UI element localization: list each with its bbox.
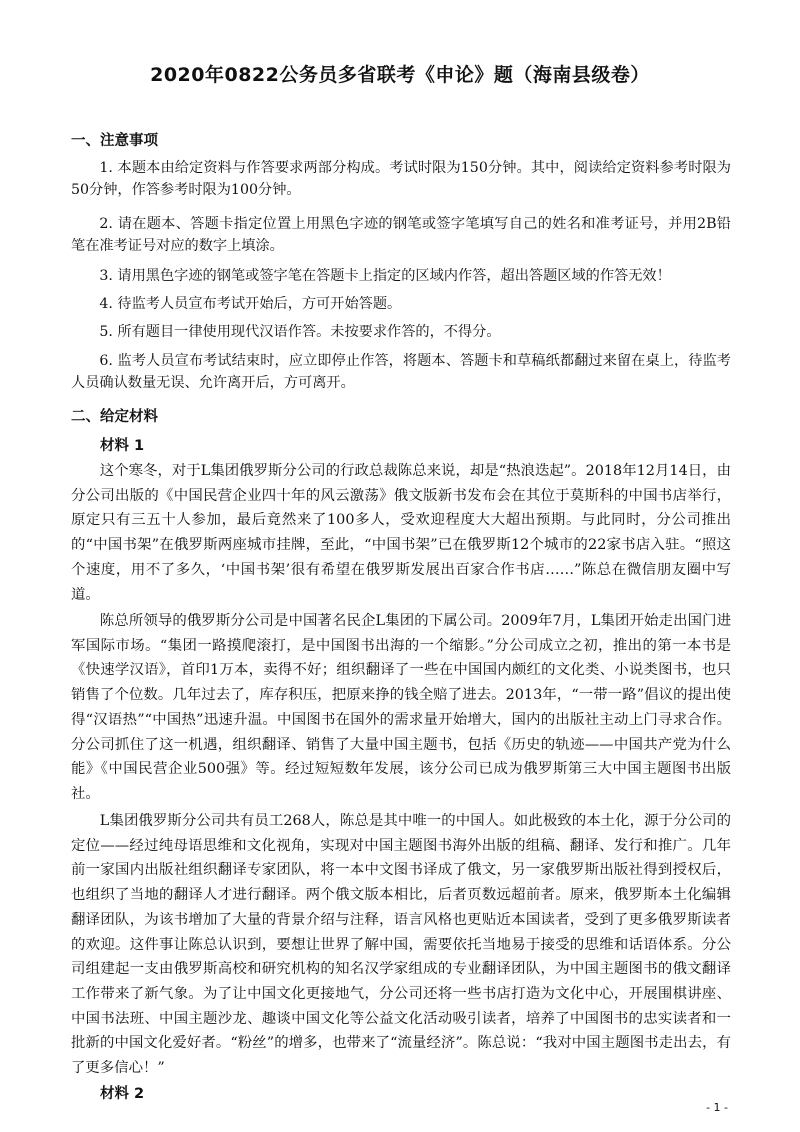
notice-item-5: 5. 所有题目一律使用现代汉语作答。未按要求作答的，不得分。 (99, 324, 501, 340)
material-1-paragraph-2: 陈总所领导的俄罗斯分公司是中国著名民企L集团的下属公司。2009年7月，L集团开始走出国门进军国际市场。“集团一路摸爬滚打，是中国图书出海的一个缩影。”分公司成立之初，推出的第一本书是《快速学汉语》，首印1万本，卖得不好；组织翻译了一些在中国国内颇红的文化类、小说类图书，也只销售了个位数。几年过去了，库存积压，把原来挣的钱全赔了进去。2013年，“一带一路”倡议的提出使得“汉语热”“中国热”迅速升温。中国图书在国外的需求量开始增大，国内的出版社主动上门寻求合作。分公司抓住了这一机遇，组织翻译、销售了大量中国主题书，包括《历史的轨迹——中国共产党为什么能》《中国民营企业500强》等。经过短短数年发展，该分公司已成为俄罗斯第三大中国主题图书出版社。 (71, 613, 731, 802)
material-1-paragraph-3: L集团俄罗斯分公司共有员工268人，陈总是其中唯一的中国人。如此极致的本土化，源于分公司的定位——经过纯母语思维和文化视角，实现对中国主题图书海外出版的组稿、翻译、发行和推广。几年前一家国内出版社组织翻译专家团队，将一本中文图书译成了俄文，另一家俄罗斯出版社得到授权后，也组织了当地的翻译人才进行翻译。两个俄文版本相比，后者页数远超前者。原来，俄罗斯本土化编辑翻译团队，为该书增加了大量的背景介绍与注释，语言风格也更贴近本国读者，受到了更多俄罗斯读者的欢迎。这件事让陈总认识到，要想让世界了解中国，需要依托当地易于接受的思维和话语体系。分公司组建起一支由俄罗斯高校和研究机构的知名汉学家组成的专业翻译团队，为中国主题图书的俄文翻译工作带来了新气象。为了让中国文化更接地气，分公司还将一些书店打造为文化中心，开展围棋讲座、中国书法班、中国主题沙龙、趣谈中国文化等公益文化活动吸引读者，培养了中国图书的忠实读者和一批新的中国文化爱好者。“粉丝”的增多，也带来了“流量经济”。陈总说：“我对中国主题图书走出去，有了更多信心！” (71, 813, 731, 1077)
page-title: 2020年0822公务员多省联考《申论》题（海南县级卷） (150, 64, 650, 86)
notice-item-3: 3. 请用黑色字迹的钢笔或签字笔在答题卡上指定的区域内作答，超出答题区域的作答无效！ (99, 268, 671, 284)
material-2-heading: 材料 2 (100, 1086, 145, 1102)
notice-item-6: 6. 监考人员宣布考试结束时，应立即停止作答，将题本、答题卡和草稿纸都翻过来留在桌上，待监考人员确认数量无误、允许离开后，方可离开。 (71, 353, 731, 391)
material-1-heading: 材料 1 (100, 438, 145, 454)
material-1-paragraph-1: 这个寒冬，对于L集团俄罗斯分公司的行政总裁陈总来说，却是“热浪迭起”。2018年12月14日，由分公司出版的《中国民营企业四十年的风云激荡》俄文版新书发布会在其位于莫斯科的中国书店举行，原定只有三五十人参加，最后竟然来了100多人，受欢迎程度大大超出预期。与此同时，分公司推出的“中国书架”在俄罗斯两座城市挂牌，至此，“中国书架”已在俄罗斯12个城市的22家书店入驻。“照这个速度，用不了多久，‘中国书架’很有希望在俄罗斯发展出百家合作书店……”陈总在微信朋友圈中写道。 (71, 463, 731, 603)
notice-item-2: 2. 请在题本、答题卡指定位置上用黑色字迹的钢笔或签字笔填写自己的姓名和准考证号，并用2B铅笔在准考证号对应的数字上填涂。 (71, 216, 731, 254)
notice-item-1: 1. 本题本由给定资料与作答要求两部分构成。考试时限为150分钟。其中，阅读给定资料参考时限为50分钟，作答参考时限为100分钟。 (71, 160, 731, 198)
notice-item-4: 4. 待监考人员宣布考试开始后，方可开始答题。 (99, 296, 402, 312)
page-number: - 1 - (706, 1101, 728, 1114)
materials-heading: 二、给定材料 (71, 409, 158, 425)
notice-heading: 一、注意事项 (71, 133, 158, 149)
